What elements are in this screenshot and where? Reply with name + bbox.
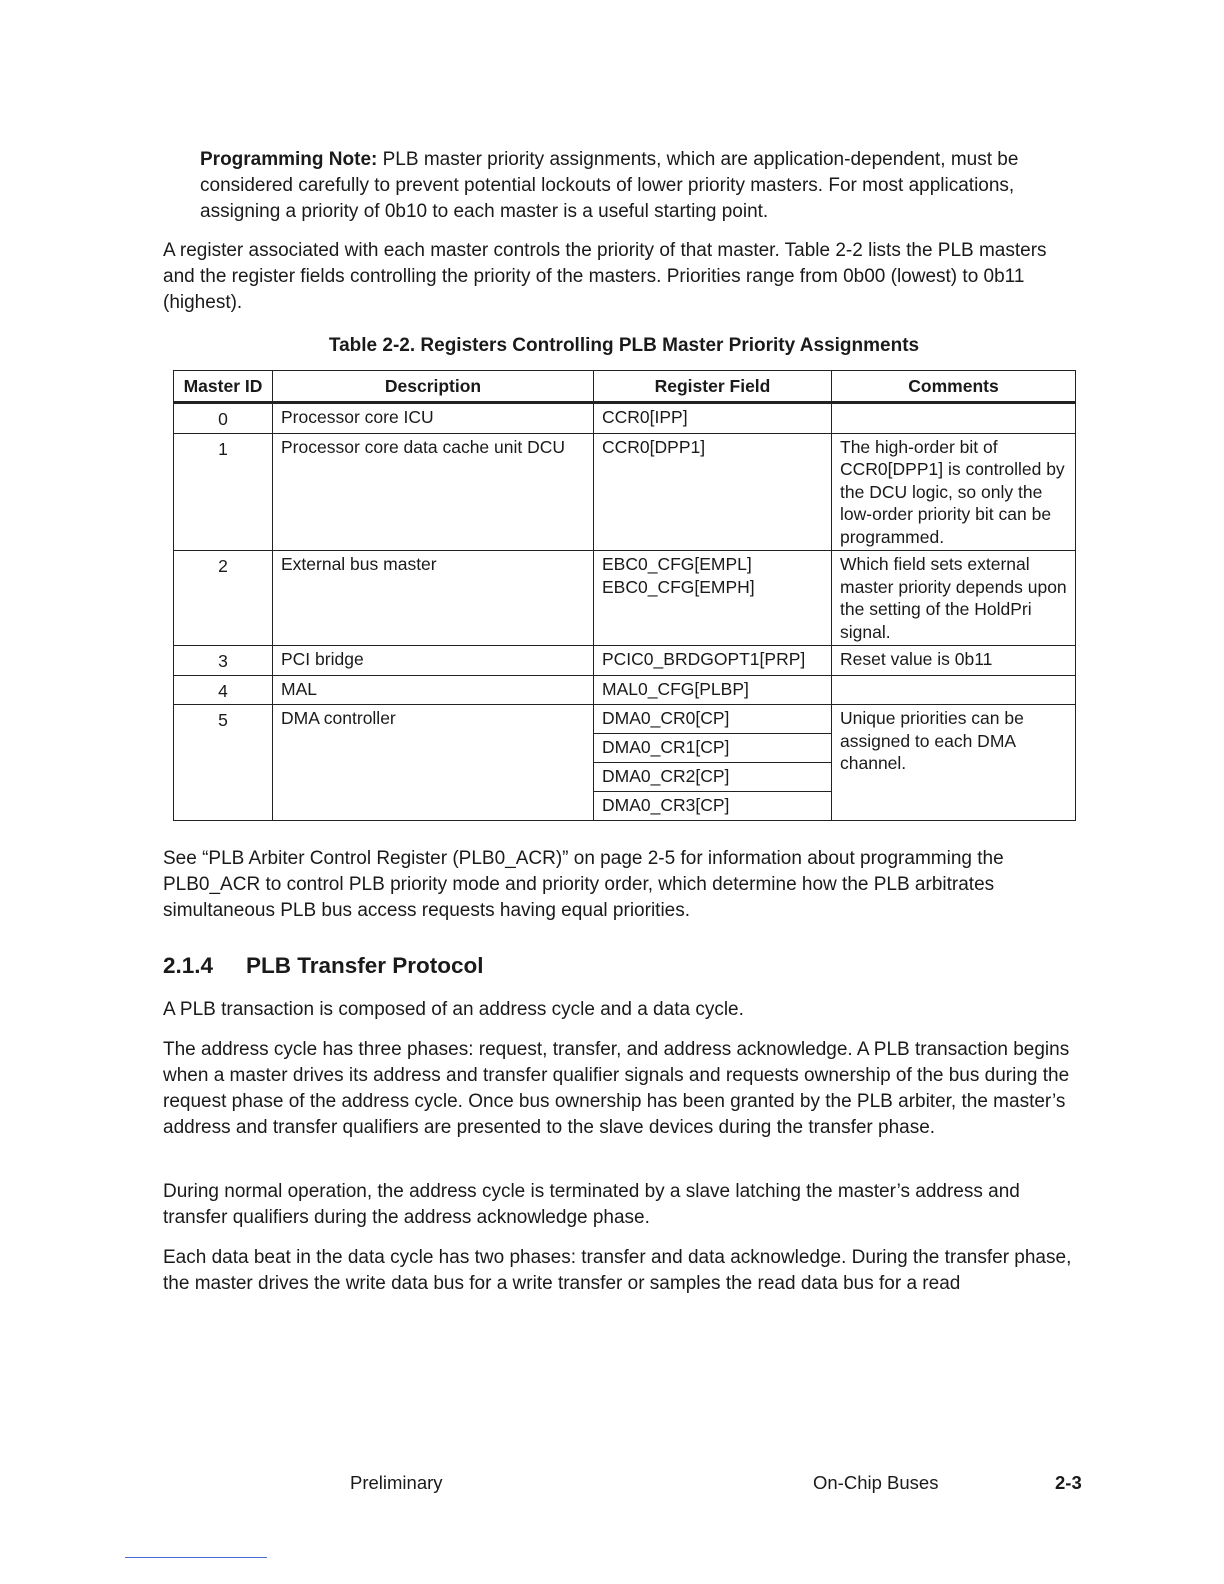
cell-description: External bus master	[273, 551, 594, 646]
body-paragraph: The address cycle has three phases: request, transfer, and address acknowledge. A PLB transaction begins when a master drives its address and transfer qualifier signals and requests ownership of the bus during the request phase of the address cycle. Once bus ownership has been granted by the PLB arbiter, the master’s address and transfer qualifiers are presented to the slave devices during the transfer phase.	[163, 1039, 1070, 1138]
table-row	[174, 551, 1076, 646]
intro-paragraph: A register associated with each master controls the priority of that master. Table 2-2 lists the PLB masters and the register fields controlling the priority of the masters. Priorities range from 0b00 (lowest) to 0b11 (highest).	[163, 240, 1047, 313]
table-row	[174, 675, 1076, 705]
cell-description: Processor core ICU	[273, 403, 594, 434]
header-register-field: Register Field	[594, 371, 832, 403]
body-paragraph: During normal operation, the address cycle is terminated by a slave latching the master’s address and transfer qualifiers during the address acknowledge phase.	[163, 1181, 1020, 1228]
page-number: 2-3	[1055, 1472, 1082, 1493]
programming-note-text: PLB master priority assignments, which are application-dependent, must be considered carefully to prevent potential lockouts of lower priority masters. For most applications, assigning a priority of 0b10 to each master is a useful starting point.	[200, 149, 1019, 222]
cell-register-field	[594, 705, 832, 821]
cell-master-id: 2	[174, 551, 273, 646]
table-title: Table 2-2. Registers Controlling PLB Master Priority Assignments	[328, 335, 920, 356]
cell-description: Processor core data cache unit DCU	[273, 433, 594, 551]
cell-master-id: 3	[174, 646, 273, 676]
register-line: DMA0_CR1[CP]	[594, 734, 831, 763]
cell-comment	[832, 403, 1076, 434]
header-comments: Comments	[832, 371, 1076, 403]
cell-register-field: PCIC0_BRDGOPT1[PRP]	[594, 646, 832, 676]
priority-table	[173, 370, 1076, 821]
table-row	[174, 705, 1076, 821]
section-heading	[163, 952, 484, 980]
section-title: PLB Transfer Protocol	[246, 953, 484, 978]
cell-description: DMA controller	[273, 705, 594, 821]
cell-master-id: 5	[174, 705, 273, 821]
programming-note-label: Programming Note:	[200, 149, 378, 170]
cell-comment: Which field sets external master priority depends upon the setting of the HoldPri signal.	[832, 551, 1076, 646]
cell-description: PCI bridge	[273, 646, 594, 676]
header-master-id: Master ID	[174, 371, 273, 403]
register-line: DMA0_CR0[CP]	[594, 705, 831, 734]
header-description: Description	[273, 371, 594, 403]
cell-comment: Unique priorities can be assigned to each DMA channel.	[832, 705, 1076, 821]
cell-description: MAL	[273, 675, 594, 705]
footer-status: Preliminary	[350, 1472, 443, 1493]
cell-register-field	[594, 551, 832, 646]
programming-note	[200, 147, 1080, 225]
table-header-row	[174, 371, 1076, 403]
body-paragraph: A PLB transaction is composed of an address cycle and a data cycle.	[163, 999, 744, 1020]
register-line: DMA0_CR2[CP]	[594, 763, 831, 792]
register-line: EBC0_CFG[EMPH]	[602, 576, 755, 597]
register-line: EBC0_CFG[EMPL]	[602, 554, 752, 574]
section-number: 2.1.4	[163, 953, 214, 978]
cell-master-id: 4	[174, 675, 273, 705]
footer-chapter: On-Chip Buses	[813, 1472, 939, 1493]
table-row	[174, 403, 1076, 434]
cell-register-field: CCR0[DPP1]	[594, 433, 832, 551]
cell-comment	[832, 675, 1076, 705]
body-paragraph: Each data beat in the data cycle has two phases: transfer and data acknowledge. During the transfer phase, the master drives the write data bus for a write transfer or samples the read data bus for a read	[163, 1247, 1072, 1294]
footnote-rule	[125, 1557, 267, 1558]
cell-master-id: 0	[174, 403, 273, 434]
cell-master-id: 1	[174, 433, 273, 551]
cell-comment: The high-order bit of CCR0[DPP1] is controlled by the DCU logic, so only the low-order priority bit can be programmed.	[832, 433, 1076, 551]
cell-register-field: CCR0[IPP]	[594, 403, 832, 434]
cell-comment: Reset value is 0b11	[832, 646, 1076, 676]
after-table-paragraph: See “PLB Arbiter Control Register (PLB0_ACR)” on page 2-5 for information about programming the PLB0_ACR to control PLB priority mode and priority order, which determine how the PLB arbitrates simultaneous PLB bus access requests having equal priorities.	[163, 848, 1004, 921]
register-line: DMA0_CR3[CP]	[602, 795, 730, 815]
cell-register-field: MAL0_CFG[PLBP]	[594, 675, 832, 705]
table-row	[174, 646, 1076, 676]
table-row	[174, 433, 1076, 551]
